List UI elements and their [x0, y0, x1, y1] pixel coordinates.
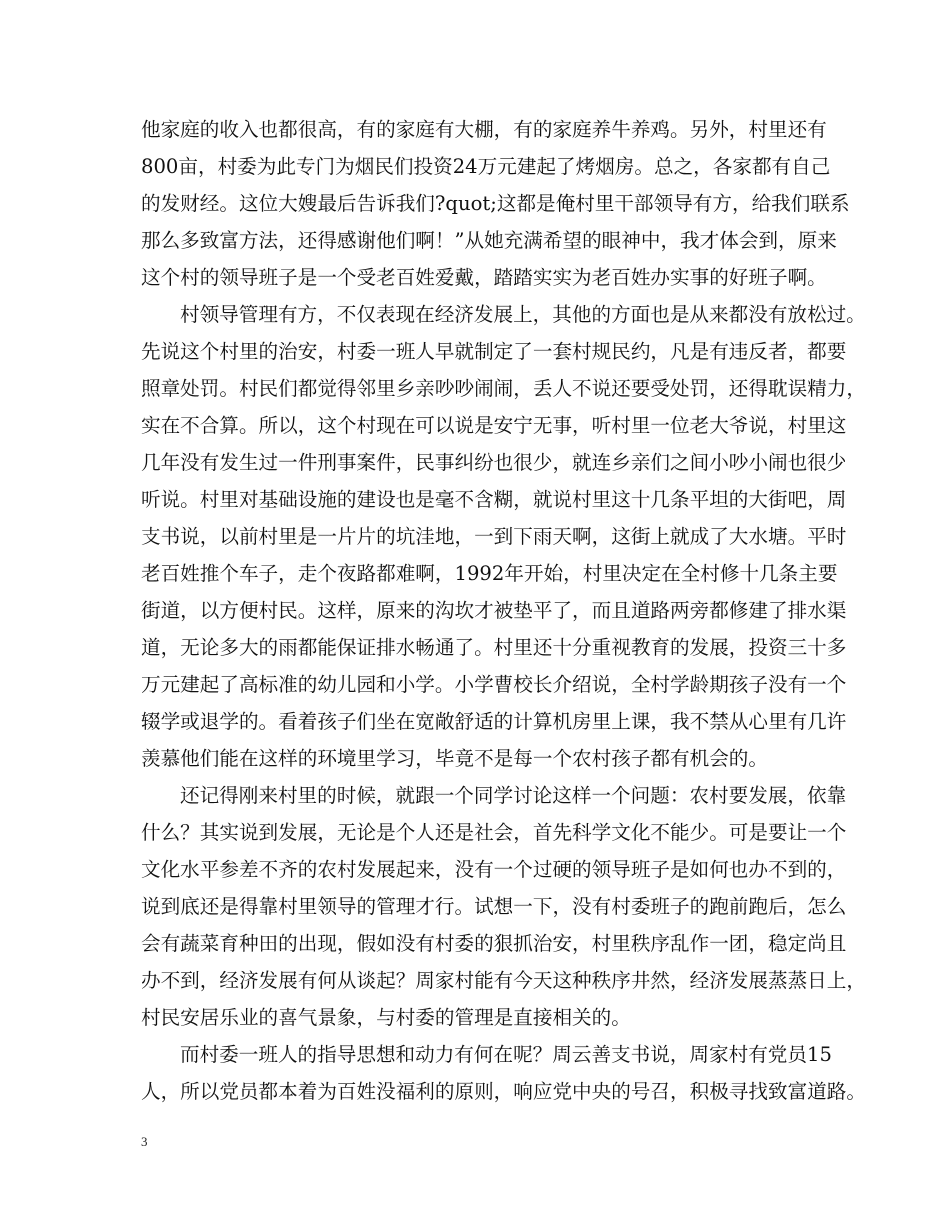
text-line-25: 村民安居乐业的喜气景象，与村委的管理是直接相关的。: [141, 1006, 631, 1029]
page-number: 3: [141, 1134, 148, 1149]
text-line-27: 人，所以党员都本着为百姓没福利的原则，响应党中央的号召，积极寻找致富道路。: [141, 1080, 866, 1103]
text-line-10: 几年没有发生过一件刑事案件，民事纠纷也很少，就连乡亲们之间小吵小闹也很少: [141, 451, 847, 474]
text-line-2: 800亩，村委为此专门为烟民们投资24万元建起了烤烟房。总之，各家都有自己: [141, 155, 831, 178]
text-line-5: 这个村的领导班子是一个受老百姓爱戴，踏踏实实为老百姓办实事的好班子啊。: [141, 266, 827, 289]
text-line-21: 文化水平参差不齐的农村发展起来，没有一个过硬的领导班子是如何也办不到的，: [141, 858, 847, 881]
text-line-3: 的发财经。这位大嫂最后告诉我们?quot;这都是俺村里干部领导有方，给我们联系: [141, 192, 850, 215]
text-line-4: 那么多致富方法，还得感谢他们啊！”从她充满希望的眼神中，我才体会到，原来: [141, 229, 837, 252]
text-line-1: 他家庭的收入也都很高，有的家庭有大棚，有的家庭养牛养鸡。另外，村里还有: [141, 118, 827, 141]
text-line-23: 会有蔬菜育种田的出现，假如没有村委的狠抓治安，村里秩序乱作一团，稳定尚且: [141, 932, 847, 955]
text-line-8: 照章处罚。村民们都觉得邻里乡亲吵吵闹闹，丢人不说还要受处罚，还得耽误精力，: [141, 377, 866, 400]
text-line-15: 道，无论多大的雨都能保证排水畅通了。村里还十分重视教育的发展，投资三十多: [141, 636, 847, 659]
text-line-17: 辍学或退学的。看着孩子们坐在宽敞舒适的计算机房里上课，我不禁从心里有几许: [141, 710, 847, 733]
text-line-20: 什么？其实说到发展，无论是个人还是社会，首先科学文化不能少。可是要让一个: [141, 821, 847, 844]
text-line-22: 说到底还是得靠村里领导的管理才行。试想一下，没有村委班子的跑前跑后，怎么: [141, 895, 847, 918]
text-line-11: 听说。村里对基础设施的建设也是毫不含糊，就说村里这十几条平坦的大街吧，周: [141, 488, 847, 511]
text-line-16: 万元建起了高标准的幼儿园和小学。小学曹校长介绍说，全村学龄期孩子没有一个: [141, 673, 847, 696]
text-line-13: 老百姓推个车子，走个夜路都难啊，1992年开始，村里决定在全村修十几条主要: [141, 562, 838, 585]
paragraph-start-line-26: 而村委一班人的指导思想和动力有何在呢？周云善支书说，周家村有党员15: [180, 1043, 832, 1066]
text-line-12: 支书说，以前村里是一片片的坑洼地，一到下雨天啊，这街上就成了大水塘。平时: [141, 525, 847, 548]
text-line-7: 先说这个村里的治安，村委一班人早就制定了一套村规民约，凡是有违反者，都要: [141, 340, 847, 363]
text-line-24: 办不到，经济发展有何从谈起？周家村能有今天这种秩序井然，经济发展蒸蒸日上，: [141, 969, 866, 992]
text-line-14: 街道，以方便村民。这样，原来的沟坎才被垫平了，而且道路两旁都修建了排水渠: [141, 599, 847, 622]
paragraph-start-line-6: 村领导管理有方，不仅表现在经济发展上，其他的方面也是从来都没有放松过。: [180, 303, 866, 326]
text-line-18: 羡慕他们能在这样的环境里学习，毕竟不是每一个农村孩子都有机会的。: [141, 747, 768, 770]
text-line-9: 实在不合算。所以，这个村现在可以说是安宁无事，听村里一位老大爷说，村里这: [141, 414, 847, 437]
paragraph-start-line-19: 还记得刚来村里的时候，就跟一个同学讨论这样一个问题：农村要发展，依靠: [180, 784, 847, 807]
